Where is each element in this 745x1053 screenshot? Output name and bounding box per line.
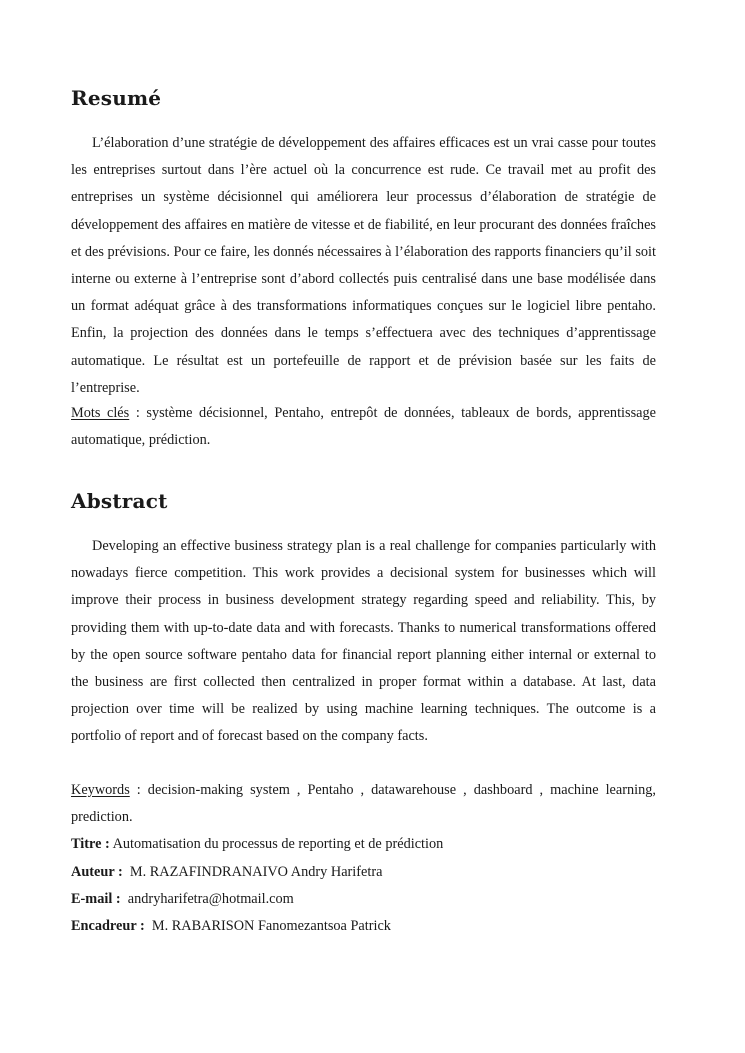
resume-keywords-text: : système décisionnel, Pentaho, entrepôt de données, tableaux de bords, apprentissage automatique, prédiction.: [71, 405, 656, 449]
auteur-label: Auteur :: [71, 864, 123, 880]
resume-heading: Resumé: [71, 86, 162, 110]
resume-keywords-label: Mots clés: [71, 405, 130, 421]
abstract-keywords: [71, 777, 656, 831]
encadreur-value: M. RABARISON Fanomezantsoa Patrick: [144, 918, 391, 934]
abstract-keywords-text: : decision-making system , Pentaho , datawarehouse , dashboard , machine learning, prediction.: [71, 782, 656, 826]
resume-paragraph: L’élaboration d’une stratégie de développement des affaires efficaces est un vrai casse pour toutes les entreprises surtout dans l’ère actuel où la concurrence est rude. Ce travail met au profit des entreprises un système décisionnel qui améliorera leur processus d’élaboration de stratégie de développement des affaires en matière de vitesse et de fiabilité, en leur procurant des données fraîches et des prévisions. Pour ce faire, les donnés nécessaires à l’élaboration des rapports financiers qu’il soit interne ou externe à l’entreprise sont d’abord collectés puis centralisé dans une base modélisée dans un format adéquat grâce à des transformations informatiques conçues sur le logiciel libre pentaho. Enfin, la projection des données dans le temps s’effectuera avec des techniques d’apprentissage automatique. Le résultat est un portefeuille de rapport et de prévision basée sur les faits de l’entreprise.: [71, 135, 656, 396]
titre-label: Titre :: [71, 836, 110, 852]
meta-auteur: [71, 862, 382, 882]
resume-keywords: [71, 400, 656, 454]
email-value: andryharifetra@hotmail.com: [120, 891, 294, 907]
encadreur-label: Encadreur :: [71, 918, 145, 934]
abstract-keywords-label: Keywords: [71, 782, 130, 798]
meta-titre: [71, 834, 443, 854]
meta-email: [71, 889, 294, 909]
email-label: E-mail :: [71, 891, 121, 907]
abstract-paragraph: Developing an effective business strategy plan is a real challenge for companies particularly with nowadays fierce competition. This work provides a decisional system for businesses which will improve their process in business development strategy regarding speed and reliability. This, by providing them with up-to-date data and with forecasts. Thanks to numerical transformations offered by the open source software pentaho data for financial report planning either internal or external to the business are first collected then centralized in proper format within a database. At last, data projection over time will be realized by using machine learning techniques. The outcome is a portfolio of report and of forecast based on the company facts.: [71, 538, 656, 745]
meta-encadreur: [71, 916, 391, 936]
titre-value: Automatisation du processus de reporting et de prédiction: [109, 836, 444, 852]
auteur-value: M. RAZAFINDRANAIVO Andry Harifetra: [122, 864, 383, 880]
abstract-heading: Abstract: [71, 489, 168, 513]
